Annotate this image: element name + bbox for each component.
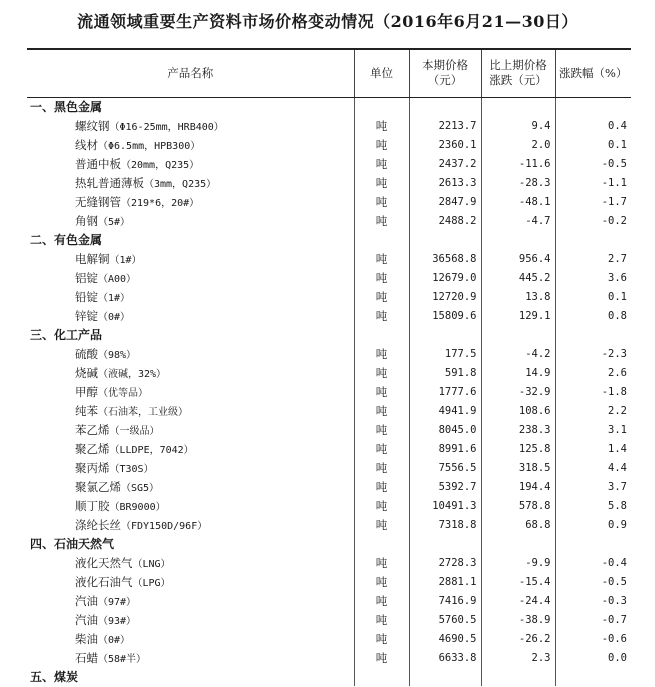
table-row: [27, 439, 631, 458]
product-spec: （219*6，20#）: [121, 197, 200, 209]
empty-cell: [354, 667, 409, 686]
unit-cell: 吨: [354, 591, 409, 610]
product-name: [27, 268, 354, 287]
price-cell: 12720.9: [409, 287, 481, 306]
product-base-name: 电解铜: [75, 251, 110, 266]
product-name: [27, 439, 354, 458]
unit-cell: 吨: [354, 306, 409, 325]
pct-cell: 0.8: [555, 306, 631, 325]
table-row: [27, 648, 631, 667]
price-cell: 6633.8: [409, 648, 481, 667]
product-spec: （A00）: [98, 273, 137, 285]
diff-cell: 578.8: [481, 496, 555, 515]
product-base-name: 螺纹钢: [75, 118, 110, 133]
product-base-name: 汽油: [75, 593, 98, 608]
header-name: 产品名称: [27, 49, 354, 97]
table-row: [27, 116, 631, 135]
empty-cell: [481, 534, 555, 553]
pct-cell: -0.6: [555, 629, 631, 648]
diff-cell: 445.2: [481, 268, 555, 287]
pct-cell: -0.7: [555, 610, 631, 629]
pct-cell: 0.0: [555, 648, 631, 667]
diff-cell: 2.0: [481, 135, 555, 154]
unit-cell: 吨: [354, 648, 409, 667]
product-spec: （1#）: [98, 292, 131, 304]
pct-cell: 1.4: [555, 439, 631, 458]
pct-cell: 3.1: [555, 420, 631, 439]
product-spec: （Φ6.5mm，HPB300）: [98, 140, 201, 152]
price-cell: 2881.1: [409, 572, 481, 591]
unit-cell: 吨: [354, 211, 409, 230]
empty-cell: [354, 230, 409, 249]
price-cell: 2360.1: [409, 135, 481, 154]
diff-cell: 9.4: [481, 116, 555, 135]
product-spec: （0#）: [98, 311, 131, 323]
table-row: [27, 515, 631, 534]
price-cell: 12679.0: [409, 268, 481, 287]
table-header: [27, 49, 631, 97]
price-cell: 7556.5: [409, 458, 481, 477]
table-body: [27, 97, 631, 686]
product-name: [27, 458, 354, 477]
product-base-name: 涤纶长丝: [75, 517, 121, 532]
price-cell: 8045.0: [409, 420, 481, 439]
pct-cell: -1.7: [555, 192, 631, 211]
empty-cell: [555, 230, 631, 249]
product-name: [27, 610, 354, 629]
empty-cell: [555, 667, 631, 686]
diff-cell: 68.8: [481, 515, 555, 534]
table-row: [27, 154, 631, 173]
header-unit: 单位: [354, 49, 409, 97]
product-name: [27, 211, 354, 230]
pct-cell: 5.8: [555, 496, 631, 515]
product-spec: （优等品）: [98, 387, 148, 399]
table-row: [27, 192, 631, 211]
pct-cell: -0.2: [555, 211, 631, 230]
price-cell: 8991.6: [409, 439, 481, 458]
product-spec: （3mm，Q235）: [144, 178, 217, 190]
pct-cell: -1.1: [555, 173, 631, 192]
product-spec: （98%）: [98, 349, 137, 361]
product-base-name: 甲醇: [75, 384, 98, 399]
category-row: [27, 534, 631, 553]
price-cell: 2728.3: [409, 553, 481, 572]
price-cell: 2213.7: [409, 116, 481, 135]
product-name: [27, 477, 354, 496]
empty-cell: [481, 325, 555, 344]
diff-cell: -4.7: [481, 211, 555, 230]
pct-cell: -0.5: [555, 154, 631, 173]
diff-cell: 108.6: [481, 401, 555, 420]
table-row: [27, 477, 631, 496]
table-row: [27, 401, 631, 420]
unit-cell: 吨: [354, 515, 409, 534]
table-row: [27, 363, 631, 382]
product-spec: （0#）: [98, 634, 131, 646]
product-name: [27, 249, 354, 268]
product-base-name: 纯苯: [75, 403, 98, 418]
product-name: [27, 135, 354, 154]
empty-cell: [481, 667, 555, 686]
category-row: [27, 667, 631, 686]
diff-cell: 318.5: [481, 458, 555, 477]
product-name: [27, 116, 354, 135]
product-name: [27, 515, 354, 534]
price-cell: 2437.2: [409, 154, 481, 173]
table-row: [27, 344, 631, 363]
table-row: [27, 211, 631, 230]
product-name: [27, 648, 354, 667]
category-row: [27, 230, 631, 249]
unit-cell: 吨: [354, 249, 409, 268]
diff-cell: -26.2: [481, 629, 555, 648]
product-base-name: 聚乙烯: [75, 441, 110, 456]
product-base-name: 烧碱: [75, 365, 98, 380]
empty-cell: [354, 97, 409, 116]
product-spec: （SG5）: [121, 482, 160, 494]
price-cell: 7318.8: [409, 515, 481, 534]
pct-cell: 2.6: [555, 363, 631, 382]
diff-cell: -38.9: [481, 610, 555, 629]
diff-cell: 129.1: [481, 306, 555, 325]
product-base-name: 汽油: [75, 612, 98, 627]
product-base-name: 热轧普通薄板: [75, 175, 144, 190]
product-base-name: 铝锭: [75, 270, 98, 285]
price-cell: 5760.5: [409, 610, 481, 629]
table-row: [27, 420, 631, 439]
unit-cell: 吨: [354, 363, 409, 382]
diff-cell: -32.9: [481, 382, 555, 401]
unit-cell: 吨: [354, 496, 409, 515]
pct-cell: 3.6: [555, 268, 631, 287]
category-label: 五、煤炭: [30, 670, 79, 684]
unit-cell: 吨: [354, 173, 409, 192]
table-row: [27, 287, 631, 306]
diff-cell: 125.8: [481, 439, 555, 458]
product-base-name: 铅锭: [75, 289, 98, 304]
price-cell: 10491.3: [409, 496, 481, 515]
unit-cell: 吨: [354, 629, 409, 648]
product-base-name: 普通中板: [75, 156, 121, 171]
product-name: [27, 629, 354, 648]
pct-cell: -0.4: [555, 553, 631, 572]
table-row: [27, 173, 631, 192]
table-row: [27, 135, 631, 154]
product-spec: （20mm，Q235）: [121, 159, 200, 171]
product-spec: （LPG）: [132, 577, 171, 589]
product-base-name: 顺丁胶: [75, 498, 110, 513]
product-name: [27, 591, 354, 610]
product-base-name: 角钢: [75, 213, 98, 228]
table-row: [27, 458, 631, 477]
product-name: [27, 496, 354, 515]
product-spec: （液碱，32%）: [98, 368, 167, 380]
table-row: [27, 572, 631, 591]
empty-cell: [481, 97, 555, 116]
pct-cell: -0.3: [555, 591, 631, 610]
table-row: [27, 382, 631, 401]
pct-cell: -2.3: [555, 344, 631, 363]
product-spec: （Φ16-25mm，HRB400）: [109, 121, 224, 133]
unit-cell: 吨: [354, 553, 409, 572]
category-row: [27, 325, 631, 344]
product-name: [27, 363, 354, 382]
product-name: [27, 344, 354, 363]
table-row: [27, 249, 631, 268]
product-name: [27, 401, 354, 420]
price-cell: 36568.8: [409, 249, 481, 268]
product-base-name: 苯乙烯: [75, 422, 110, 437]
table-row: [27, 496, 631, 515]
product-name: [27, 306, 354, 325]
diff-cell: 956.4: [481, 249, 555, 268]
product-base-name: 无缝钢管: [75, 194, 121, 209]
diff-cell: -9.9: [481, 553, 555, 572]
unit-cell: 吨: [354, 610, 409, 629]
empty-cell: [555, 534, 631, 553]
category-label: 一、黑色金属: [30, 100, 103, 115]
unit-cell: 吨: [354, 439, 409, 458]
price-cell: 5392.7: [409, 477, 481, 496]
pct-cell: 0.9: [555, 515, 631, 534]
table-row: [27, 629, 631, 648]
product-spec: （97#）: [98, 596, 137, 608]
product-name: [27, 192, 354, 211]
product-base-name: 聚氯乙烯: [75, 479, 121, 494]
diff-cell: 13.8: [481, 287, 555, 306]
price-cell: 177.5: [409, 344, 481, 363]
empty-cell: [409, 534, 481, 553]
empty-cell: [354, 534, 409, 553]
product-spec: （石油苯，工业级）: [98, 406, 188, 418]
pct-cell: 0.4: [555, 116, 631, 135]
pct-cell: -1.8: [555, 382, 631, 401]
product-name: [27, 154, 354, 173]
empty-cell: [555, 325, 631, 344]
product-spec: （93#）: [98, 615, 137, 627]
unit-cell: 吨: [354, 420, 409, 439]
price-cell: 4941.9: [409, 401, 481, 420]
product-spec: （T30S）: [109, 463, 154, 475]
product-spec: （LNG）: [132, 558, 171, 570]
header-price: 本期价格（元）: [409, 49, 481, 97]
table-row: [27, 268, 631, 287]
product-spec: （58#半）: [98, 653, 147, 665]
unit-cell: 吨: [354, 344, 409, 363]
product-base-name: 线材: [75, 137, 98, 152]
product-name: [27, 553, 354, 572]
unit-cell: 吨: [354, 154, 409, 173]
category-label: 二、有色金属: [30, 233, 103, 247]
product-base-name: 柴油: [75, 631, 98, 646]
pct-cell: 0.1: [555, 135, 631, 154]
unit-cell: 吨: [354, 401, 409, 420]
diff-cell: -11.6: [481, 154, 555, 173]
pct-cell: 4.4: [555, 458, 631, 477]
price-cell: 15809.6: [409, 306, 481, 325]
price-cell: 1777.6: [409, 382, 481, 401]
product-spec: （1#）: [109, 254, 142, 266]
unit-cell: 吨: [354, 116, 409, 135]
diff-cell: -28.3: [481, 173, 555, 192]
table-row: [27, 306, 631, 325]
unit-cell: 吨: [354, 268, 409, 287]
product-base-name: 石蜡: [75, 650, 98, 665]
empty-cell: [409, 97, 481, 116]
empty-cell: [354, 325, 409, 344]
price-table: [27, 48, 631, 686]
empty-cell: [555, 97, 631, 116]
table-row: [27, 610, 631, 629]
header-pct: 涨跌幅（%）: [555, 49, 631, 97]
empty-cell: [409, 325, 481, 344]
product-base-name: 硫酸: [75, 346, 98, 361]
unit-cell: 吨: [354, 458, 409, 477]
diff-cell: -4.2: [481, 344, 555, 363]
diff-cell: -15.4: [481, 572, 555, 591]
diff-cell: 2.3: [481, 648, 555, 667]
product-name: [27, 173, 354, 192]
price-cell: 591.8: [409, 363, 481, 382]
empty-cell: [409, 230, 481, 249]
diff-cell: -24.4: [481, 591, 555, 610]
price-cell: 2613.3: [409, 173, 481, 192]
category-label: 三、化工产品: [30, 328, 103, 342]
product-name: [27, 420, 354, 439]
category-label: 四、石油天然气: [30, 537, 115, 551]
product-base-name: 聚丙烯: [75, 460, 110, 475]
category-row: [27, 97, 631, 116]
product-spec: （一级品）: [109, 425, 160, 437]
diff-cell: 238.3: [481, 420, 555, 439]
pct-cell: 3.7: [555, 477, 631, 496]
price-cell: 4690.5: [409, 629, 481, 648]
product-name: [27, 287, 354, 306]
price-cell: 7416.9: [409, 591, 481, 610]
product-base-name: 锌锭: [75, 308, 98, 323]
empty-cell: [409, 667, 481, 686]
product-spec: （BR9000）: [109, 501, 166, 513]
pct-cell: -0.5: [555, 572, 631, 591]
unit-cell: 吨: [354, 572, 409, 591]
diff-cell: 14.9: [481, 363, 555, 382]
pct-cell: 0.1: [555, 287, 631, 306]
unit-cell: 吨: [354, 477, 409, 496]
diff-cell: 194.4: [481, 477, 555, 496]
product-spec: （5#）: [98, 216, 131, 228]
table-row: [27, 591, 631, 610]
pct-cell: 2.2: [555, 401, 631, 420]
table-row: [27, 553, 631, 572]
product-name: [27, 572, 354, 591]
unit-cell: 吨: [354, 135, 409, 154]
price-cell: 2847.9: [409, 192, 481, 211]
product-spec: （FDY150D/96F）: [121, 520, 208, 532]
pct-cell: 2.7: [555, 249, 631, 268]
product-spec: （LLDPE，7042）: [109, 444, 194, 456]
product-name: [27, 382, 354, 401]
empty-cell: [481, 230, 555, 249]
product-base-name: 液化天然气: [75, 555, 133, 570]
unit-cell: 吨: [354, 192, 409, 211]
page-title: 流通领域重要生产资料市场价格变动情况（2016年6月21—30日）: [77, 12, 578, 31]
product-base-name: 液化石油气: [75, 574, 133, 589]
unit-cell: 吨: [354, 287, 409, 306]
unit-cell: 吨: [354, 382, 409, 401]
price-cell: 2488.2: [409, 211, 481, 230]
diff-cell: -48.1: [481, 192, 555, 211]
header-diff: 比上期价格涨跌（元）: [481, 49, 555, 97]
